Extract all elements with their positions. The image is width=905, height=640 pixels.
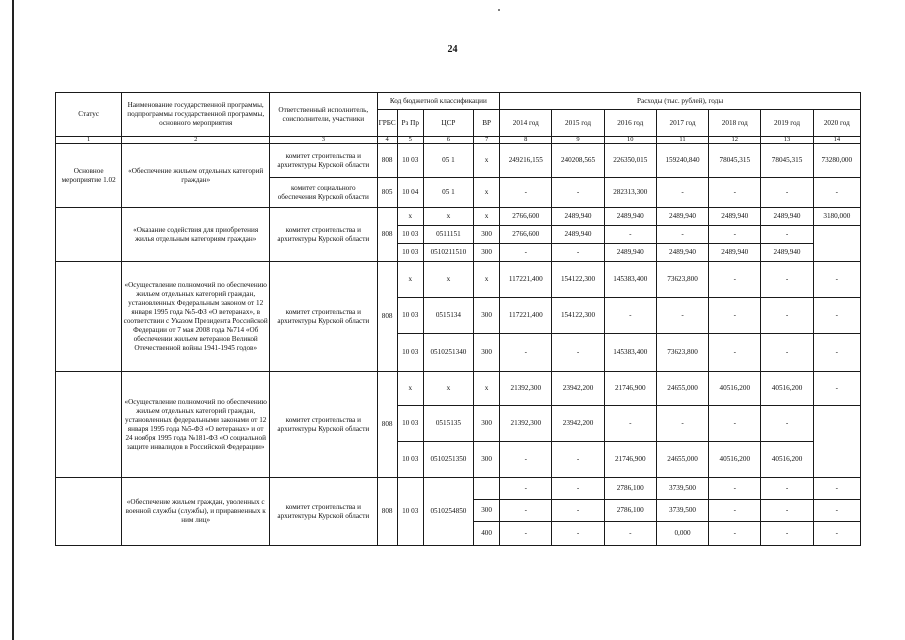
column-number: 10 (604, 137, 656, 144)
row-executor: комитет социального обеспечения Курской области (270, 178, 378, 208)
row-rzpr: 10 03 (397, 478, 423, 546)
header-expenses: Расходы (тыс. рублей), годы (500, 93, 861, 110)
column-number: 5 (397, 137, 423, 144)
row-vr: 300 (474, 442, 500, 478)
value-cell: - (709, 334, 761, 372)
table-row (56, 208, 861, 226)
row-vr: х (474, 144, 500, 178)
row-rzpr: х (397, 262, 423, 298)
row-vr: х (474, 262, 500, 298)
value-cell: 2489,940 (656, 208, 708, 226)
value-cell: 226350,015 (604, 144, 656, 178)
value-cell: - (813, 478, 860, 500)
header-name: Наименование государственной программы, подпрограммы государственной программы, основного мероприятия (122, 93, 270, 137)
column-number: 4 (377, 137, 397, 144)
value-cell: - (709, 298, 761, 334)
value-cell: - (813, 262, 860, 298)
row-grbs: 808 (377, 208, 397, 262)
value-cell: - (500, 334, 552, 372)
value-cell: - (500, 244, 552, 262)
value-cell: - (709, 500, 761, 522)
scan-speck (498, 9, 500, 11)
row-status (56, 372, 122, 478)
value-cell: - (604, 522, 656, 546)
row-status (56, 478, 122, 546)
header-year: 2015 год (552, 110, 604, 137)
value-cell: - (813, 178, 860, 208)
value-cell: 249216,155 (500, 144, 552, 178)
value-cell: 117221,400 (500, 262, 552, 298)
value-cell: 154122,300 (552, 262, 604, 298)
value-cell: - (552, 244, 604, 262)
value-cell: - (761, 500, 813, 522)
value-cell: 40516,200 (761, 372, 813, 406)
value-cell: 2786,100 (604, 478, 656, 500)
row-vr: 300 (474, 406, 500, 442)
column-number: 8 (500, 137, 552, 144)
value-cell: 117221,400 (500, 298, 552, 334)
value-cell: - (552, 442, 604, 478)
row-grbs: 808 (377, 478, 397, 546)
value-cell: - (813, 522, 860, 546)
row-grbs: 808 (377, 144, 397, 178)
header-grbs: ГРБС (377, 110, 397, 137)
value-cell: - (761, 522, 813, 546)
value-cell: 2489,940 (604, 244, 656, 262)
value-cell: - (761, 178, 813, 208)
row-grbs: 808 (377, 262, 397, 372)
column-number: 1 (56, 137, 122, 144)
value-cell: - (500, 522, 552, 546)
row-rzpr: 10 03 (397, 144, 423, 178)
header-year: 2014 год (500, 110, 552, 137)
value-cell: 2489,940 (761, 244, 813, 262)
row-rzpr: х (397, 372, 423, 406)
row-vr: 300 (474, 244, 500, 262)
column-number: 13 (761, 137, 813, 144)
table-row (56, 144, 861, 178)
value-cell: 2489,940 (709, 244, 761, 262)
row-csr: х (423, 262, 473, 298)
value-cell: 2766,600 (500, 226, 552, 244)
row-csr: 0515134 (423, 298, 473, 334)
value-cell: 21392,300 (500, 406, 552, 442)
value-cell: 2489,940 (656, 244, 708, 262)
value-cell: - (604, 298, 656, 334)
row-grbs: 808 (377, 372, 397, 478)
value-cell: - (500, 442, 552, 478)
header-budget-code: Код бюджетной классификации (377, 93, 500, 110)
row-vr: 400 (474, 522, 500, 546)
row-csr: 05 1 (423, 178, 473, 208)
value-cell: - (709, 406, 761, 442)
row-vr: 300 (474, 334, 500, 372)
value-cell (813, 226, 860, 262)
value-cell: 2489,940 (552, 226, 604, 244)
row-rzpr: 10 03 (397, 298, 423, 334)
value-cell: - (604, 406, 656, 442)
value-cell: 23942,200 (552, 372, 604, 406)
row-executor: комитет строительства и архитектуры Курской области (270, 144, 378, 178)
value-cell: - (552, 478, 604, 500)
value-cell: - (604, 226, 656, 244)
row-rzpr: 10 04 (397, 178, 423, 208)
header-executor: Ответственный исполнитель, соисполнители, участники (270, 93, 378, 137)
row-csr: 05 1 (423, 144, 473, 178)
value-cell: 73623,800 (656, 262, 708, 298)
value-cell: 73280,000 (813, 144, 860, 178)
value-cell: 21746,900 (604, 372, 656, 406)
value-cell: - (709, 178, 761, 208)
value-cell: - (709, 478, 761, 500)
header-vr: ВР (474, 110, 500, 137)
value-cell: - (761, 262, 813, 298)
row-csr: 0511151 (423, 226, 473, 244)
row-executor: комитет строительства и архитектуры Курской области (270, 372, 378, 478)
page-number: 24 (447, 44, 458, 55)
value-cell: 282313,300 (604, 178, 656, 208)
value-cell: 3180,000 (813, 208, 860, 226)
page-left-border (12, 0, 14, 640)
row-name: «Осуществление полномочий по обеспечению жильем отдельных категорий граждан, установленных федеральными законами от 12 января 1995 года №5-ФЗ «О ветеранах» и от 24 ноября 1995 года №181-ФЗ «О социальной защите инвалидов в Российской Федерации» (122, 372, 270, 478)
value-cell: - (761, 298, 813, 334)
value-cell: - (552, 500, 604, 522)
value-cell: - (552, 178, 604, 208)
value-cell: - (552, 334, 604, 372)
value-cell: - (656, 298, 708, 334)
row-name: «Осуществление полномочий по обеспечению жильем отдельных категорий граждан, установленных Федеральным законом от 12 января 1995 года №5-ФЗ «О ветеранах», в соответствии с Указом Президента Российской Федерации от 7 мая 2008 года №714 «Об обеспечении жильем ветеранов Великой Отечественной войны 1941-1945 годов» (122, 262, 270, 372)
value-cell: 40516,200 (761, 442, 813, 478)
value-cell: 2766,600 (500, 208, 552, 226)
column-number-row (56, 137, 861, 144)
value-cell: 2489,940 (552, 208, 604, 226)
column-number: 9 (552, 137, 604, 144)
row-vr: х (474, 208, 500, 226)
budget-table (55, 92, 861, 546)
table-row (56, 478, 861, 500)
row-executor: комитет строительства и архитектуры Курской области (270, 262, 378, 372)
value-cell: - (813, 334, 860, 372)
value-cell: 2786,100 (604, 500, 656, 522)
header-status: Статус (56, 93, 122, 137)
value-cell: 0,000 (656, 522, 708, 546)
value-cell: - (813, 372, 860, 406)
header-year: 2018 год (709, 110, 761, 137)
row-csr: х (423, 372, 473, 406)
value-cell: 40516,200 (709, 372, 761, 406)
value-cell: 23942,200 (552, 406, 604, 442)
column-number: 7 (474, 137, 500, 144)
row-csr: 0510254850 (423, 478, 473, 546)
row-csr: х (423, 208, 473, 226)
row-vr (474, 478, 500, 500)
header-year: 2016 год (604, 110, 656, 137)
value-cell: - (761, 406, 813, 442)
value-cell: 154122,300 (552, 298, 604, 334)
value-cell: - (656, 178, 708, 208)
value-cell: - (761, 334, 813, 372)
row-grbs: 805 (377, 178, 397, 208)
value-cell: - (761, 478, 813, 500)
value-cell: - (813, 500, 860, 522)
row-status (56, 262, 122, 372)
row-rzpr: 10 03 (397, 442, 423, 478)
value-cell: 24655,000 (656, 442, 708, 478)
row-status (56, 208, 122, 262)
value-cell: 3739,500 (656, 478, 708, 500)
header-rzpr: Рз Пр (397, 110, 423, 137)
row-vr: х (474, 372, 500, 406)
row-rzpr: х (397, 208, 423, 226)
row-name: «Оказание содействия для приобретения жилья отдельным категориям граждан» (122, 208, 270, 262)
row-csr: 0515135 (423, 406, 473, 442)
value-cell: - (813, 298, 860, 334)
row-vr: х (474, 178, 500, 208)
value-cell: - (761, 226, 813, 244)
value-cell: 2489,940 (604, 208, 656, 226)
value-cell: 21746,900 (604, 442, 656, 478)
row-rzpr: 10 03 (397, 244, 423, 262)
value-cell: 240208,565 (552, 144, 604, 178)
row-vr: 300 (474, 226, 500, 244)
row-rzpr: 10 03 (397, 334, 423, 372)
header-year: 2020 год (813, 110, 860, 137)
value-cell: 145383,400 (604, 334, 656, 372)
column-number: 14 (813, 137, 860, 144)
row-name: «Обеспечение жильем отдельных категорий граждан» (122, 144, 270, 208)
header-year: 2017 год (656, 110, 708, 137)
row-vr: 300 (474, 500, 500, 522)
value-cell: 40516,200 (709, 442, 761, 478)
row-rzpr: 10 03 (397, 226, 423, 244)
column-number: 11 (656, 137, 708, 144)
value-cell: 159240,840 (656, 144, 708, 178)
value-cell: 2489,940 (761, 208, 813, 226)
value-cell: - (500, 178, 552, 208)
value-cell: 73623,800 (656, 334, 708, 372)
table-row (56, 262, 861, 298)
value-cell: 24655,000 (656, 372, 708, 406)
value-cell: 2489,940 (709, 208, 761, 226)
value-cell: 78045,315 (761, 144, 813, 178)
value-cell: - (656, 226, 708, 244)
column-number: 12 (709, 137, 761, 144)
value-cell: - (500, 478, 552, 500)
column-number: 2 (122, 137, 270, 144)
row-status: Основное мероприятие 1.02 (56, 144, 122, 208)
value-cell: 3739,500 (656, 500, 708, 522)
value-cell: - (552, 522, 604, 546)
row-csr: 0510211510 (423, 244, 473, 262)
header-csr: ЦСР (423, 110, 473, 137)
row-vr: 300 (474, 298, 500, 334)
row-rzpr: 10 03 (397, 406, 423, 442)
value-cell: - (656, 406, 708, 442)
value-cell: - (500, 500, 552, 522)
value-cell: 21392,300 (500, 372, 552, 406)
column-number: 3 (270, 137, 378, 144)
value-cell (813, 406, 860, 478)
table-row (56, 372, 861, 406)
row-executor: комитет строительства и архитектуры Курской области (270, 478, 378, 546)
row-csr: 0510251340 (423, 334, 473, 372)
column-number: 6 (423, 137, 473, 144)
row-csr: 0510251350 (423, 442, 473, 478)
row-name: «Обеспечение жильем граждан, уволенных с военной службы (службы), и приравненных к ним лиц» (122, 478, 270, 546)
value-cell: - (709, 522, 761, 546)
value-cell: 78045,315 (709, 144, 761, 178)
value-cell: - (709, 226, 761, 244)
value-cell: 145383,400 (604, 262, 656, 298)
value-cell: - (709, 262, 761, 298)
header-year: 2019 год (761, 110, 813, 137)
row-executor: комитет строительства и архитектуры Курской области (270, 208, 378, 262)
